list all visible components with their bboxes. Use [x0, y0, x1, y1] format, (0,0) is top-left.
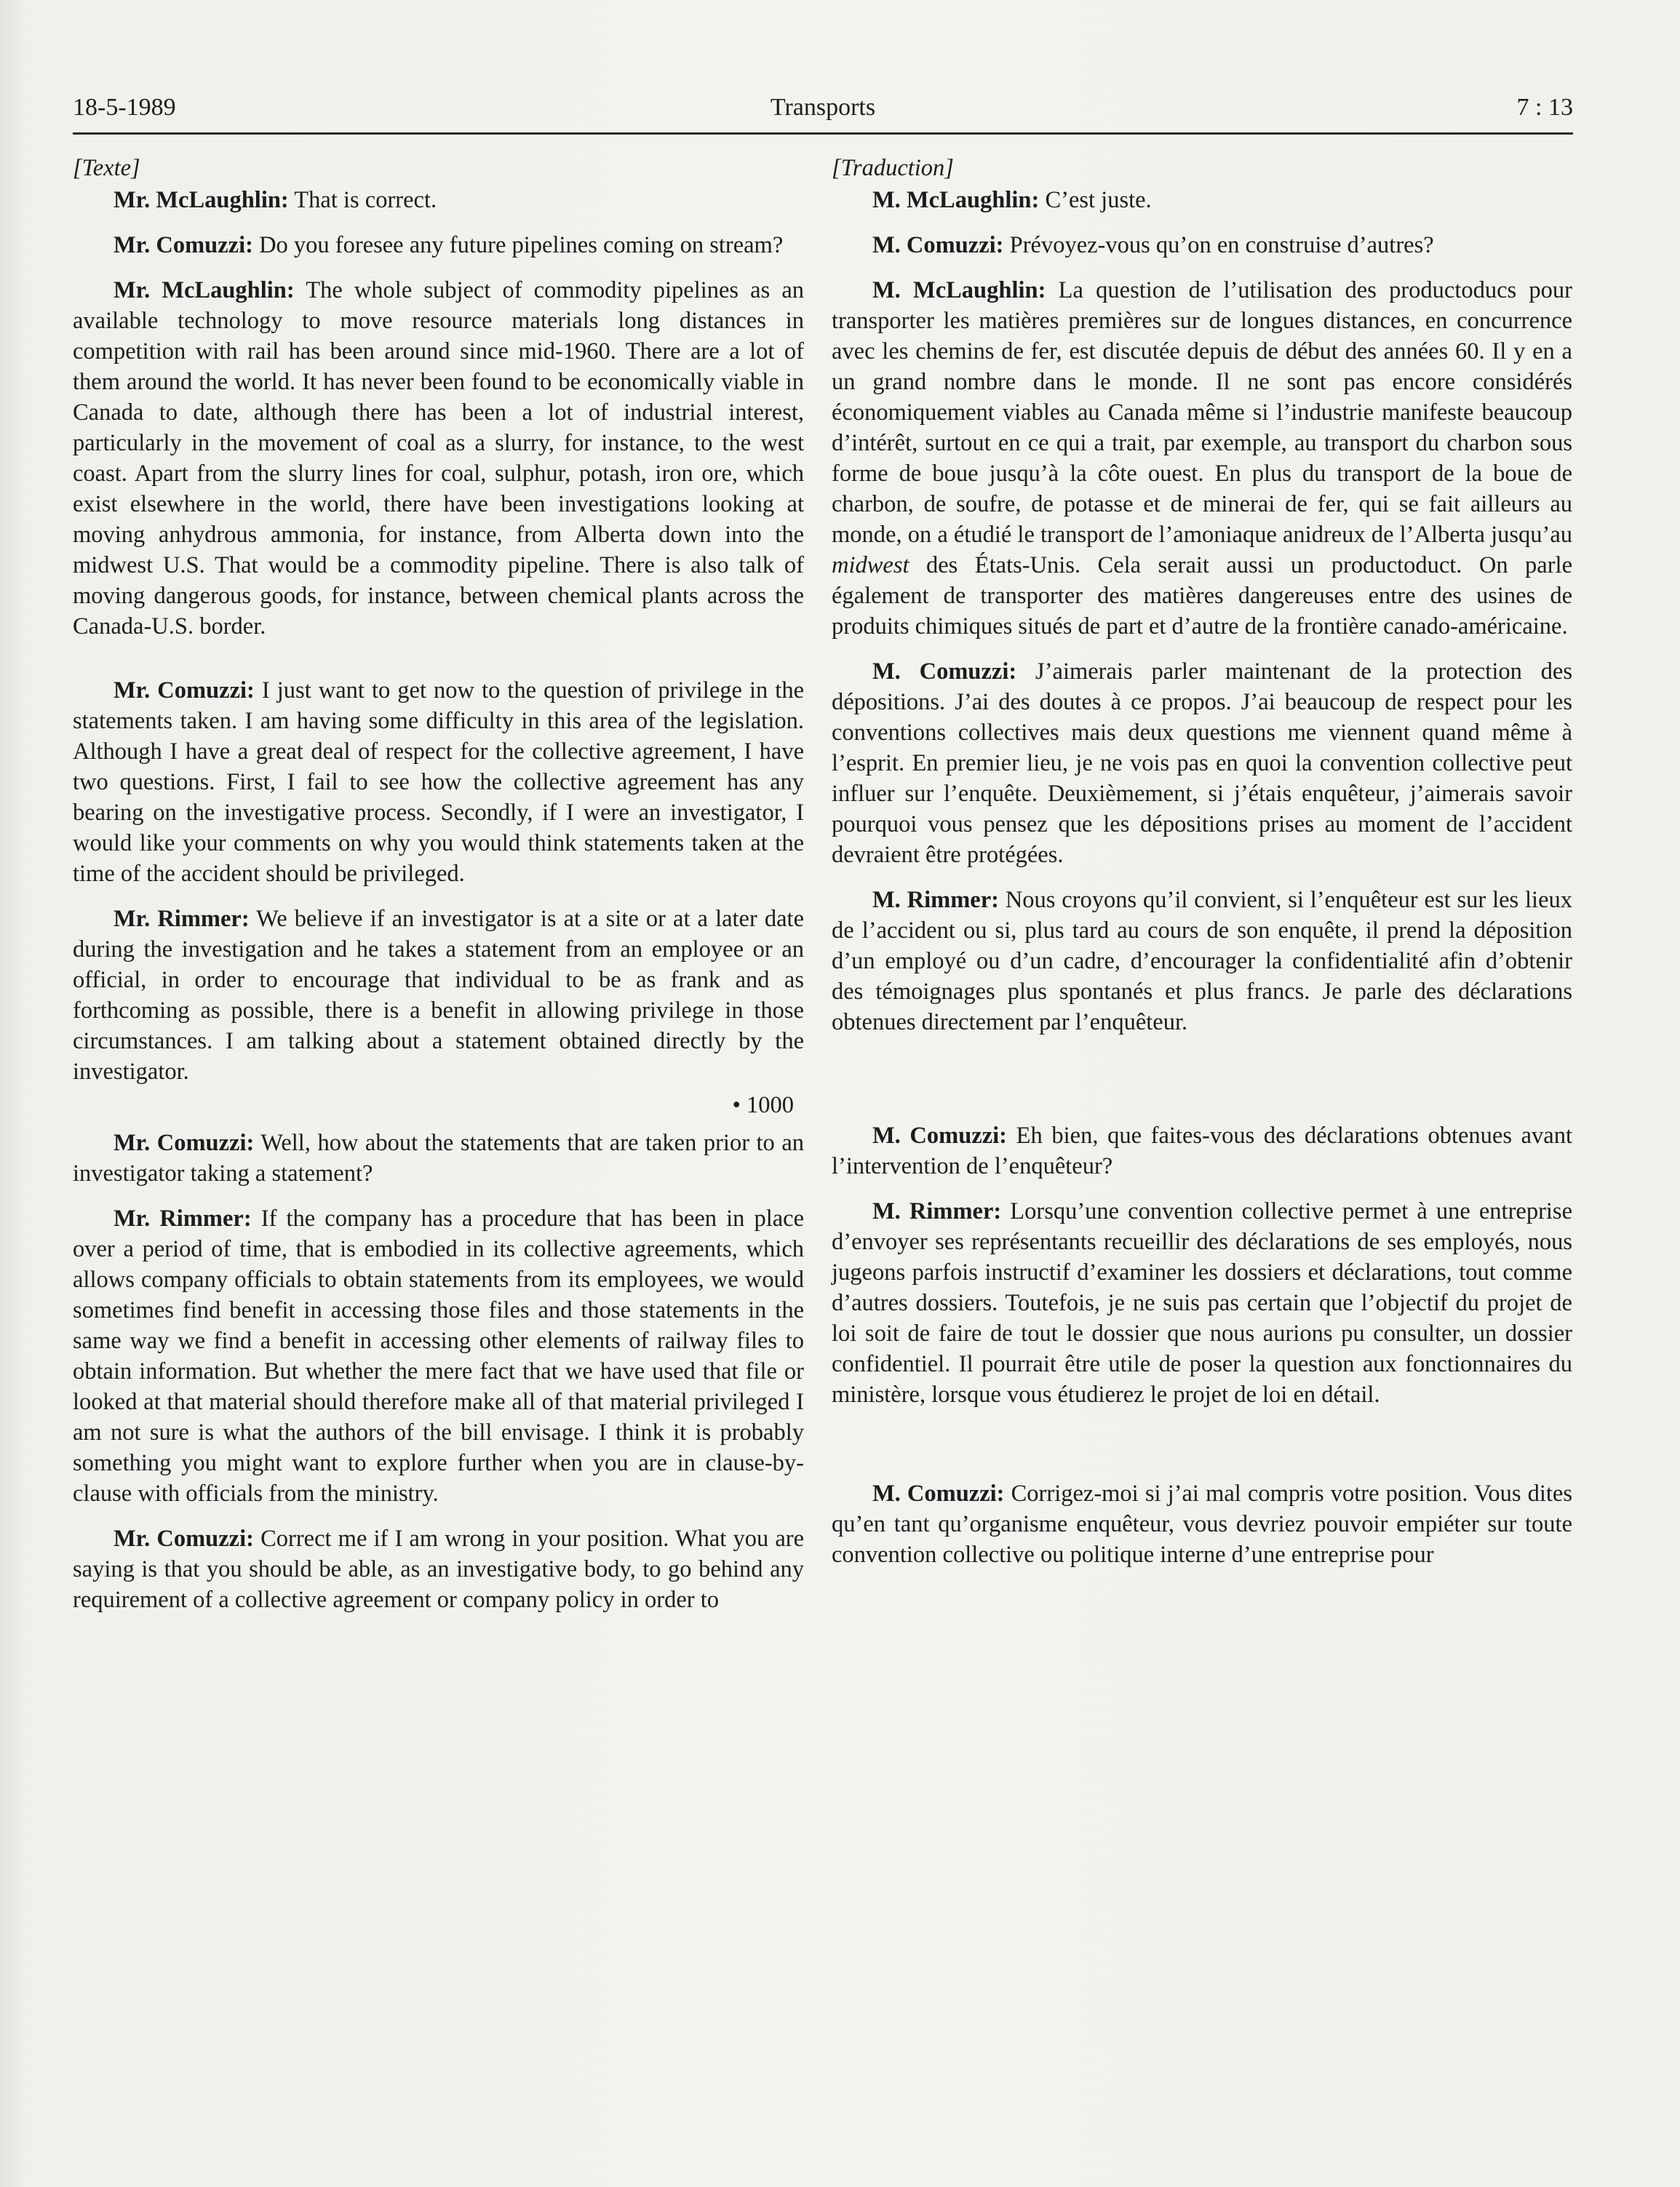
speaker: Mr. Rimmer:	[114, 1206, 252, 1232]
paragraph	[73, 904, 804, 1087]
spacer	[832, 1425, 1572, 1478]
paragraph	[832, 1120, 1572, 1182]
speaker: M. Rimmer:	[872, 887, 999, 913]
speaker: M. McLaughlin:	[872, 187, 1040, 213]
speaker: M. McLaughlin:	[872, 277, 1046, 303]
paragraph-text: If the company has a procedure that has been in place over a period of time, that is embodied in its collective agreements, which allows company officials to obtain statements from its employees, we would sometimes find benefit in accessing those files and those statements in the same way we find a benefit in accessing other elements of railway files to obtain information. But whether the mere fact that we have used that file or looked at that material should therefore make all of that material privileged I am not sure is what the authors of the bill envisage. I think it is probably something you might want to explore further when you are in clause-by-clause with officials from the ministry.	[73, 1206, 805, 1507]
paragraph-text: Well, how about the statements that are taken prior to an investigator taking a statement?	[73, 1130, 804, 1187]
speaker: Mr. McLaughlin:	[114, 187, 289, 213]
spacer	[832, 1052, 1572, 1120]
paragraph	[73, 185, 804, 215]
paragraph	[73, 1203, 804, 1509]
speaker: M. Comuzzi:	[872, 658, 1017, 685]
paragraph-text: Do you foresee any future pipelines coming on stream?	[252, 232, 784, 258]
paragraph-text: Lorsqu’une convention collective permet à une entreprise d’envoyer ses représentants recueillir des déclarations de ses employés, nous jugeons parfois instructif d’examiner les dossiers et déclarations, tout comme d’autres dossiers. Toutefois, je ne suis pas certain que l’objectif du projet de loi soit de faire de tout le dossier que nous aurions pu consulter, un dossier confidentiel. Il pourrait être utile de poser la question aux fonctionnaires du ministère, lorsque vous étudierez le projet de loi en détail.	[832, 1198, 1572, 1408]
paragraph-text: We believe if an investigator is at a site or at a later date during the investigation and he takes a statement from an employee or an official, in order to encourage that individual to be as frank and as forthcoming as possible, there is a benefit in allowing privilege in those circumstances. I am talking about a statement obtained directly by the investigator.	[73, 906, 805, 1085]
paragraph	[73, 1523, 804, 1615]
paragraph-text: Correct me if I am wrong in your position. What you are saying is that you should be able, as an investigative body, to go behind any requirement of a collective agreement or company policy in order to	[73, 1526, 805, 1613]
speaker: Mr. Rimmer:	[114, 906, 250, 932]
paragraph-text: C’est juste.	[1039, 187, 1152, 213]
paragraph-text: Nous croyons qu’il convient, si l’enquêteur est sur les lieux de l’accident ou si, plus tard au cours de son enquête, il prend la déposition d’un employé ou d’un cadre, d’encourager la confidentialité afin d’obtenir des témoignages plus spontanés et plus francs. Je parle des déclarations obtenues directement par l’enquêteur.	[832, 887, 1573, 1035]
paragraph	[73, 275, 804, 642]
paragraph-text: I just want to get now to the question of privilege in the statements taken. I am having some difficulty in this area of the legislation. Although I have a great deal of respect for the collective agreement, I have two questions. First, I fail to see how the collective agreement has any bearing on the investigative process. Secondly, if I were an investigator, I would like your comments on why you would think statements taken at the time of the accident should be privileged.	[73, 677, 805, 887]
header-date: 18-5-1989	[73, 94, 176, 121]
header-page-number: 7 : 13	[1516, 94, 1573, 121]
paragraph-text: La question de l’utilisation des productoducs pour transporter les matières premières sur de longues distances, en concurrence avec les chemins de fer, est discutée depuis de début des années 60. Il y en a un grand nombre dans le monde. Il ne sont pas encore considérés économiquement viables au Canada même si l’industrie manifeste beaucoup d’intérêt, surtout en ce qui a trait, par exemple, au transport du charbon sous forme de boue jusqu’à la côte ouest. En plus du transport de la boue de charbon, de soufre, de potasse et de minerai de fer, qui se fait ailleurs au monde, on a étudié le transport de l’amoniaque anidreux de l’Alberta jusqu’au	[832, 277, 1572, 548]
page-header	[73, 89, 1573, 135]
speaker: Mr. Comuzzi:	[114, 1526, 254, 1552]
paragraph-text-tail: des États-Unis. Cela serait aussi un productoduct. On parle également de transporter des matières dangereuses entre des usines de produits chimiques situés de part et d’autre de la frontière canado-américaine.	[832, 552, 1572, 640]
speaker: Mr. Comuzzi:	[114, 1130, 255, 1156]
speaker: M. Comuzzi:	[872, 1123, 1008, 1149]
paragraph-text: J’aimerais parler maintenant de la protection des dépositions. J’ai des doutes à ce propos. J’ai beaucoup de respect pour les conventions collectives mais deux questions me viennent quand même à l’esprit. En premier lieu, je ne vois pas en quoi la convention collective peut influer sur l’enquête. Deuxièmement, si j’étais enquêteur, j’aimerais savoir pourquoi vous pensez que les dépositions prises au moment de l’accident devraient être protégées.	[832, 658, 1573, 868]
paragraph-text: Eh bien, que faites-vous des déclarations obtenues avant l’intervention de l’enquêteur?	[832, 1123, 1573, 1179]
paragraph-text: That is correct.	[288, 187, 437, 213]
left-column	[73, 153, 804, 1630]
paragraph-text: Corrigez-moi si j’ai mal compris votre position. Vous dites qu’en tant qu’organisme enquêteur, vous devriez pouvoir empiéter sur toute convention collective ou politique interne d’une entreprise pour	[832, 1481, 1572, 1568]
right-column	[832, 153, 1572, 1585]
paragraph	[832, 885, 1572, 1037]
section-label-texte: [Texte]	[73, 155, 140, 181]
paragraph	[832, 1478, 1572, 1570]
paragraph	[832, 656, 1572, 870]
paragraph-text: The whole subject of commodity pipelines as an available technology to move resource materials long distances in competition with rail has been around since mid-1960. There are a lot of them around the world. It has never been found to be economically viable in Canada to date, although there has been a lot of industrial interest, particularly in the movement of coal as a slurry, for instance, to the west coast. Apart from the slurry lines for coal, sulphur, potash, iron ore, which exist elsewhere in the world, there have been investigations looking at moving anhydrous ammonia, for instance, from Alberta down into the midwest U.S. That would be a commodity pipeline. There is also talk of moving dangerous goods, for instance, between chemical plants across the Canada-U.S. border.	[73, 277, 804, 640]
speaker: M. Comuzzi:	[872, 1481, 1005, 1507]
speaker: M. Rimmer:	[872, 1198, 1002, 1224]
paragraph	[832, 230, 1572, 260]
paragraph	[73, 675, 804, 889]
speaker: Mr. Comuzzi:	[114, 232, 253, 258]
spacer	[73, 656, 804, 675]
paragraph-text: Prévoyez-vous qu’on en construise d’autres?	[1003, 232, 1434, 258]
paragraph	[73, 230, 804, 260]
paragraph	[832, 1196, 1572, 1410]
header-title: Transports	[770, 94, 876, 121]
paragraph	[73, 1128, 804, 1189]
paragraph	[832, 275, 1572, 642]
speaker: Mr. Comuzzi:	[114, 677, 255, 704]
section-label-traduction: [Traduction]	[832, 155, 954, 181]
italic-word: midwest	[832, 552, 909, 578]
time-marker: • 1000	[732, 1092, 794, 1118]
speaker: Mr. McLaughlin:	[114, 277, 295, 303]
paragraph	[832, 185, 1572, 215]
speaker: M. Comuzzi:	[872, 232, 1004, 258]
